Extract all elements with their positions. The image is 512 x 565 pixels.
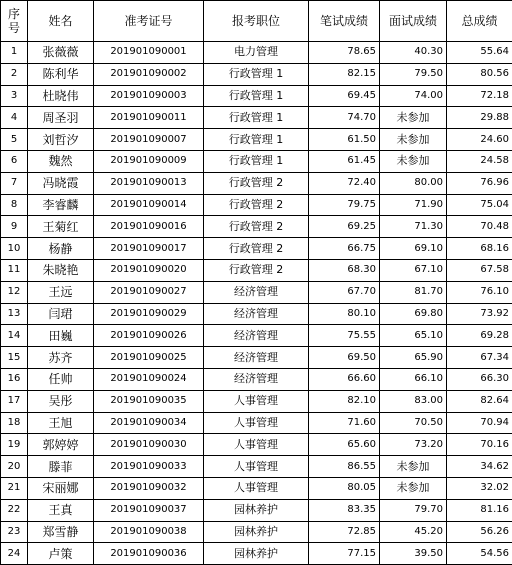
cell-exam-no: 201901090007	[94, 129, 204, 151]
cell-position: 电力管理	[204, 42, 309, 64]
cell-position: 经济管理	[204, 281, 309, 303]
cell-interview: 67.10	[380, 259, 447, 281]
cell-interview: 83.00	[380, 390, 447, 412]
cell-interview: 未参加	[380, 456, 447, 478]
cell-exam-no: 201901090024	[94, 368, 204, 390]
cell-written: 82.10	[309, 390, 380, 412]
cell-interview: 74.00	[380, 85, 447, 107]
cell-total: 73.92	[447, 303, 512, 325]
cell-exam-no: 201901090001	[94, 42, 204, 64]
table-row	[1, 42, 512, 64]
cell-total: 70.16	[447, 434, 512, 456]
table-row	[1, 150, 512, 172]
cell-no: 4	[1, 107, 28, 129]
header-interview: 面试成绩	[380, 1, 447, 42]
cell-position: 行政管理 1	[204, 150, 309, 172]
cell-position: 行政管理 1	[204, 63, 309, 85]
table-row	[1, 194, 512, 216]
cell-position: 人事管理	[204, 434, 309, 456]
cell-written: 69.50	[309, 347, 380, 369]
table-row	[1, 368, 512, 390]
cell-total: 24.60	[447, 129, 512, 151]
table-row	[1, 281, 512, 303]
cell-no: 7	[1, 172, 28, 194]
cell-position: 人事管理	[204, 477, 309, 499]
cell-name: 李睿麟	[28, 194, 94, 216]
cell-position: 人事管理	[204, 390, 309, 412]
cell-no: 9	[1, 216, 28, 238]
cell-no: 22	[1, 499, 28, 521]
table-row	[1, 303, 512, 325]
cell-written: 78.65	[309, 42, 380, 64]
cell-interview: 79.70	[380, 499, 447, 521]
cell-name: 冯晓霞	[28, 172, 94, 194]
cell-total: 32.02	[447, 477, 512, 499]
cell-interview: 未参加	[380, 477, 447, 499]
header-no-line2: 号	[8, 21, 20, 35]
cell-exam-no: 201901090003	[94, 85, 204, 107]
cell-exam-no: 201901090016	[94, 216, 204, 238]
cell-exam-no: 201901090026	[94, 325, 204, 347]
table-row	[1, 390, 512, 412]
table-row	[1, 238, 512, 260]
cell-no: 14	[1, 325, 28, 347]
cell-total: 29.88	[447, 107, 512, 129]
cell-no: 13	[1, 303, 28, 325]
cell-interview: 39.50	[380, 543, 447, 565]
cell-position: 人事管理	[204, 456, 309, 478]
cell-written: 68.30	[309, 259, 380, 281]
cell-written: 61.45	[309, 150, 380, 172]
cell-no: 5	[1, 129, 28, 151]
cell-interview: 69.10	[380, 238, 447, 260]
cell-position: 行政管理 2	[204, 238, 309, 260]
cell-total: 80.56	[447, 63, 512, 85]
cell-written: 67.70	[309, 281, 380, 303]
cell-name: 杜晓伟	[28, 85, 94, 107]
cell-exam-no: 201901090029	[94, 303, 204, 325]
cell-total: 82.64	[447, 390, 512, 412]
cell-written: 69.45	[309, 85, 380, 107]
cell-no: 17	[1, 390, 28, 412]
cell-position: 行政管理 2	[204, 216, 309, 238]
cell-name: 王远	[28, 281, 94, 303]
cell-interview: 73.20	[380, 434, 447, 456]
cell-name: 陈利华	[28, 63, 94, 85]
cell-exam-no: 201901090009	[94, 150, 204, 172]
cell-no: 15	[1, 347, 28, 369]
cell-interview: 未参加	[380, 107, 447, 129]
table-row	[1, 325, 512, 347]
cell-position: 行政管理 1	[204, 107, 309, 129]
cell-total: 81.16	[447, 499, 512, 521]
cell-exam-no: 201901090034	[94, 412, 204, 434]
cell-no: 1	[1, 42, 28, 64]
cell-no: 19	[1, 434, 28, 456]
cell-written: 80.10	[309, 303, 380, 325]
header-exam-no: 准考证号	[94, 1, 204, 42]
header-position: 报考职位	[204, 1, 309, 42]
cell-exam-no: 201901090030	[94, 434, 204, 456]
cell-name: 刘哲汐	[28, 129, 94, 151]
cell-interview: 65.10	[380, 325, 447, 347]
cell-position: 行政管理 1	[204, 129, 309, 151]
cell-interview: 71.90	[380, 194, 447, 216]
cell-name: 周圣羽	[28, 107, 94, 129]
cell-exam-no: 201901090035	[94, 390, 204, 412]
cell-total: 66.30	[447, 368, 512, 390]
cell-interview: 80.00	[380, 172, 447, 194]
cell-exam-no: 201901090027	[94, 281, 204, 303]
table-row	[1, 543, 512, 565]
cell-written: 69.25	[309, 216, 380, 238]
table-row	[1, 85, 512, 107]
cell-no: 21	[1, 477, 28, 499]
cell-exam-no: 201901090036	[94, 543, 204, 565]
cell-interview: 66.10	[380, 368, 447, 390]
cell-no: 24	[1, 543, 28, 565]
cell-interview: 81.70	[380, 281, 447, 303]
cell-name: 苏齐	[28, 347, 94, 369]
cell-interview: 未参加	[380, 129, 447, 151]
cell-name: 王菊红	[28, 216, 94, 238]
cell-no: 3	[1, 85, 28, 107]
cell-interview: 65.90	[380, 347, 447, 369]
cell-no: 10	[1, 238, 28, 260]
cell-total: 67.34	[447, 347, 512, 369]
cell-written: 79.75	[309, 194, 380, 216]
cell-written: 77.15	[309, 543, 380, 565]
header-name: 姓名	[28, 1, 94, 42]
cell-name: 任帅	[28, 368, 94, 390]
cell-position: 人事管理	[204, 412, 309, 434]
cell-no: 20	[1, 456, 28, 478]
table-row	[1, 172, 512, 194]
table-body	[1, 42, 512, 565]
cell-interview: 79.50	[380, 63, 447, 85]
cell-position: 园林养护	[204, 543, 309, 565]
cell-no: 12	[1, 281, 28, 303]
cell-exam-no: 201901090033	[94, 456, 204, 478]
cell-exam-no: 201901090038	[94, 521, 204, 543]
table-row	[1, 499, 512, 521]
cell-interview: 未参加	[380, 150, 447, 172]
cell-no: 23	[1, 521, 28, 543]
cell-exam-no: 201901090017	[94, 238, 204, 260]
cell-position: 园林养护	[204, 521, 309, 543]
cell-no: 6	[1, 150, 28, 172]
cell-total: 68.16	[447, 238, 512, 260]
cell-interview: 71.30	[380, 216, 447, 238]
header-total: 总成绩	[447, 1, 512, 42]
cell-position: 经济管理	[204, 303, 309, 325]
cell-total: 70.48	[447, 216, 512, 238]
cell-name: 田巍	[28, 325, 94, 347]
cell-written: 72.85	[309, 521, 380, 543]
cell-position: 经济管理	[204, 368, 309, 390]
cell-exam-no: 201901090020	[94, 259, 204, 281]
cell-no: 18	[1, 412, 28, 434]
cell-total: 54.56	[447, 543, 512, 565]
table-row	[1, 259, 512, 281]
table-row	[1, 347, 512, 369]
cell-total: 55.64	[447, 42, 512, 64]
cell-exam-no: 201901090025	[94, 347, 204, 369]
cell-written: 74.70	[309, 107, 380, 129]
cell-position: 行政管理 2	[204, 172, 309, 194]
table-row	[1, 63, 512, 85]
cell-name: 王旭	[28, 412, 94, 434]
cell-position: 经济管理	[204, 347, 309, 369]
cell-position: 行政管理 2	[204, 259, 309, 281]
table-row	[1, 477, 512, 499]
cell-total: 76.96	[447, 172, 512, 194]
cell-name: 杨静	[28, 238, 94, 260]
table-row	[1, 107, 512, 129]
cell-name: 吴彤	[28, 390, 94, 412]
cell-interview: 45.20	[380, 521, 447, 543]
table-row	[1, 129, 512, 151]
cell-interview: 69.80	[380, 303, 447, 325]
cell-total: 24.58	[447, 150, 512, 172]
cell-total: 69.28	[447, 325, 512, 347]
cell-name: 闫珺	[28, 303, 94, 325]
cell-total: 76.10	[447, 281, 512, 303]
cell-name: 魏然	[28, 150, 94, 172]
cell-position: 园林养护	[204, 499, 309, 521]
table-row	[1, 521, 512, 543]
cell-no: 8	[1, 194, 28, 216]
table-row	[1, 216, 512, 238]
cell-total: 72.18	[447, 85, 512, 107]
cell-written: 80.05	[309, 477, 380, 499]
cell-exam-no: 201901090032	[94, 477, 204, 499]
cell-name: 张薇薇	[28, 42, 94, 64]
cell-exam-no: 201901090013	[94, 172, 204, 194]
cell-position: 行政管理 2	[204, 194, 309, 216]
cell-written: 72.40	[309, 172, 380, 194]
cell-exam-no: 201901090014	[94, 194, 204, 216]
cell-no: 16	[1, 368, 28, 390]
cell-written: 71.60	[309, 412, 380, 434]
cell-exam-no: 201901090037	[94, 499, 204, 521]
cell-interview: 70.50	[380, 412, 447, 434]
cell-position: 经济管理	[204, 325, 309, 347]
cell-written: 86.55	[309, 456, 380, 478]
cell-total: 75.04	[447, 194, 512, 216]
header-row	[1, 1, 512, 42]
cell-written: 83.35	[309, 499, 380, 521]
cell-name: 宋丽娜	[28, 477, 94, 499]
cell-written: 61.50	[309, 129, 380, 151]
cell-total: 34.62	[447, 456, 512, 478]
cell-total: 67.58	[447, 259, 512, 281]
cell-name: 郭婷婷	[28, 434, 94, 456]
cell-exam-no: 201901090002	[94, 63, 204, 85]
cell-interview: 40.30	[380, 42, 447, 64]
cell-written: 75.55	[309, 325, 380, 347]
cell-exam-no: 201901090011	[94, 107, 204, 129]
table-row	[1, 434, 512, 456]
header-no	[1, 1, 28, 42]
cell-position: 行政管理 1	[204, 85, 309, 107]
cell-name: 卢策	[28, 543, 94, 565]
cell-total: 70.94	[447, 412, 512, 434]
header-no-line1: 序	[8, 7, 20, 21]
header-written: 笔试成绩	[309, 1, 380, 42]
cell-name: 王真	[28, 499, 94, 521]
cell-name: 滕菲	[28, 456, 94, 478]
cell-no: 11	[1, 259, 28, 281]
table-row	[1, 456, 512, 478]
cell-no: 2	[1, 63, 28, 85]
cell-written: 65.60	[309, 434, 380, 456]
cell-written: 82.15	[309, 63, 380, 85]
cell-total: 56.26	[447, 521, 512, 543]
table-row	[1, 412, 512, 434]
cell-written: 66.75	[309, 238, 380, 260]
cell-written: 66.60	[309, 368, 380, 390]
cell-name: 郑雪静	[28, 521, 94, 543]
cell-name: 朱晓艳	[28, 259, 94, 281]
